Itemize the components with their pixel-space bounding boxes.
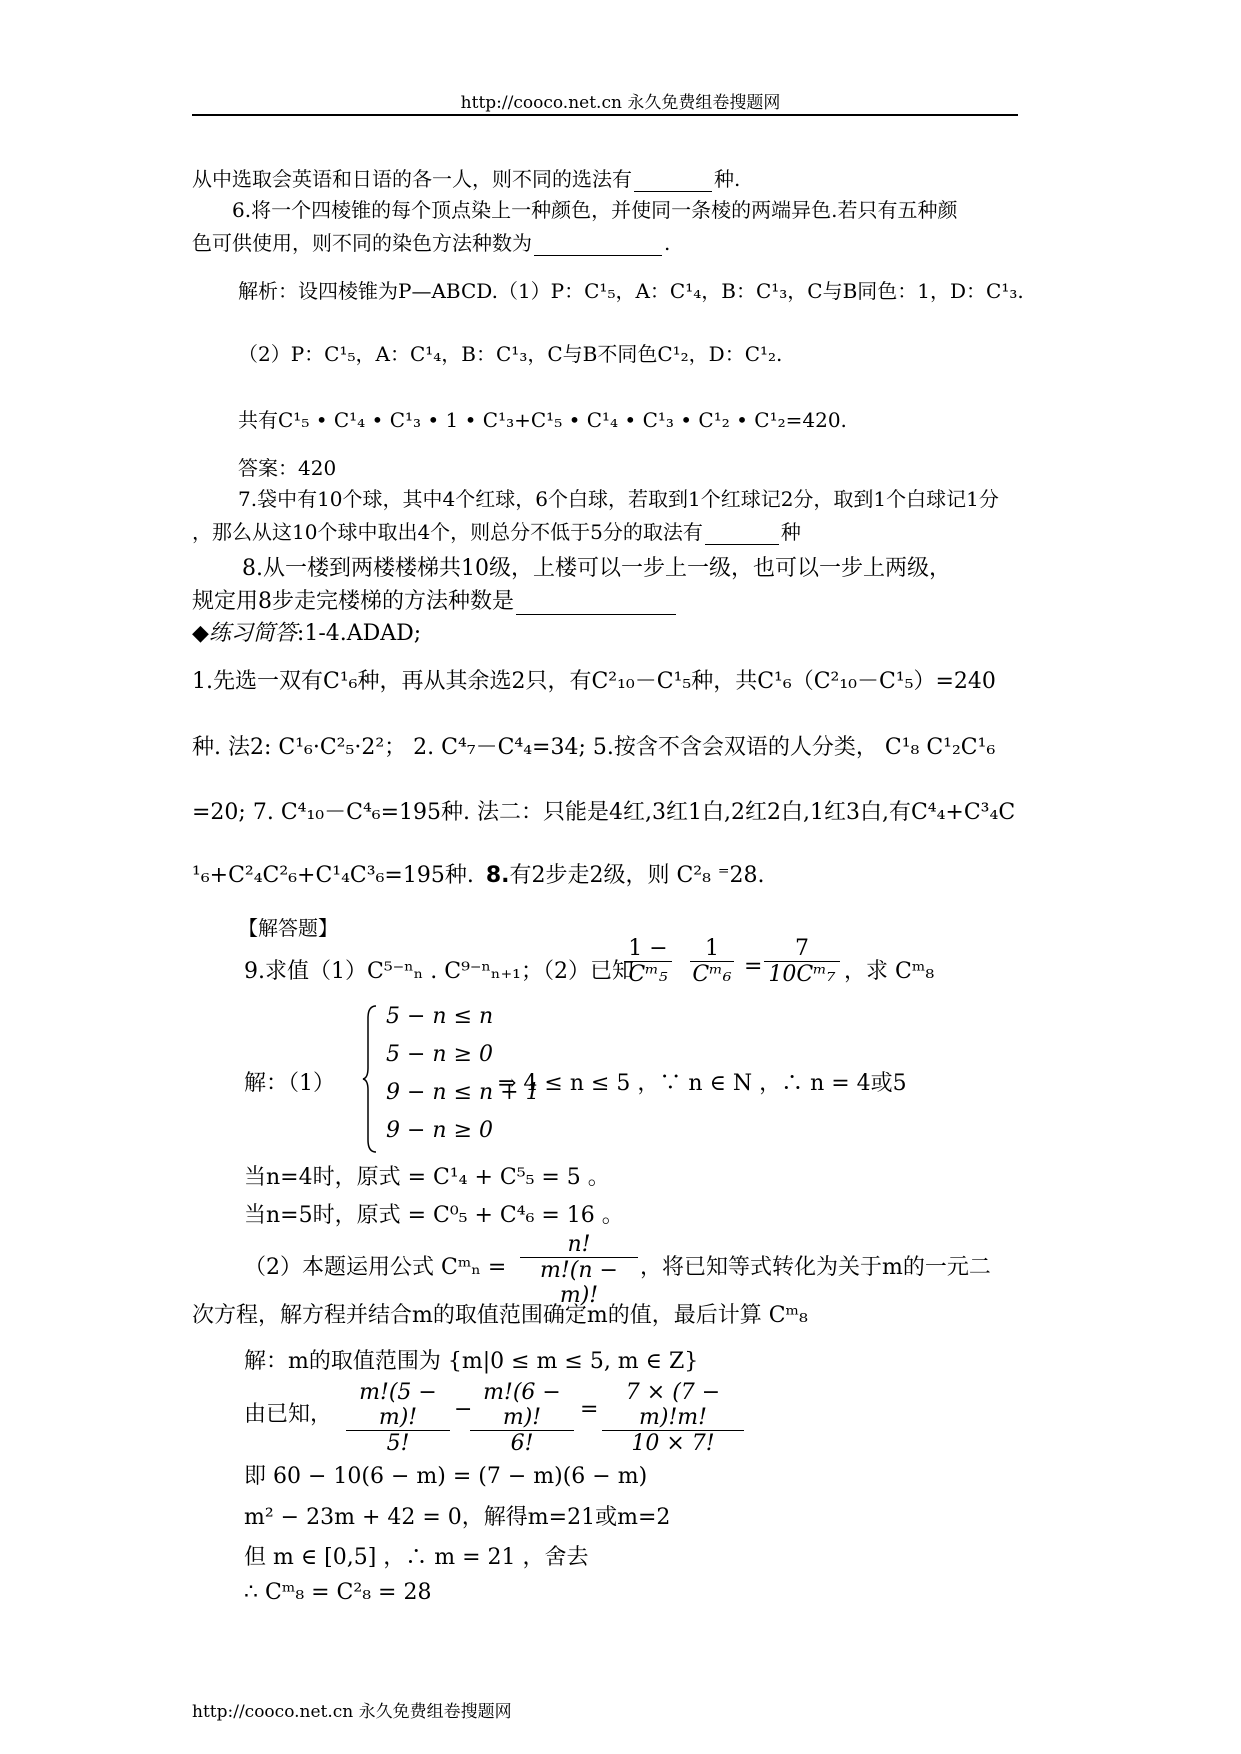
problem-8-cont-text: 规定用8步走完楼梯的方法种数是	[192, 589, 514, 614]
answer-blank-7	[705, 520, 779, 545]
solution-1-label: 解：（1）	[244, 1071, 335, 1096]
fraction-1-num: 1 −	[628, 936, 668, 961]
formula-fraction	[520, 1232, 638, 1308]
system-result: ⇒ 4 ≤ n ≤ 5 ，∵ n ∈ N ，∴ n = 4或5	[498, 1071, 907, 1096]
system-brace	[362, 1004, 378, 1154]
fraction-1-den: Cᵐ₅	[624, 961, 672, 987]
equation-step-1: 即 60 − 10(6 − m) = (7 − m)(6 − m)	[244, 1464, 648, 1489]
fraction-7	[602, 1380, 744, 1456]
fraction-6-den: 6!	[470, 1430, 574, 1456]
analysis-line-1: 解析：设四棱锥为P—ABCD.（1）P：C¹₅，A：C¹₄，B：C¹₃，C与B同色：1，D：C¹₃.	[238, 279, 1024, 303]
m-range: 解：m的取值范围为 {m|0 ≤ m ≤ 5, m ∈ Z}	[244, 1349, 699, 1374]
line-1-text: 从中选取会英语和日语的各一人，则不同的选法有	[192, 167, 632, 191]
fraction-1	[624, 936, 672, 987]
formula-num: n!	[567, 1232, 591, 1257]
practice-line-4	[192, 858, 765, 889]
system-row-2: 5 − n ≥ 0	[386, 1042, 494, 1067]
fraction-2	[690, 936, 734, 987]
fraction-5-num: m!(5 − m)!	[359, 1380, 437, 1430]
fraction-7-num: 7 × (7 − m)!m!	[625, 1380, 721, 1430]
fraction-3	[764, 936, 840, 987]
minus-sign: −	[454, 1397, 473, 1422]
problem-6-cont	[192, 227, 670, 256]
case-n5: 当n=5时，原式 = C⁰₅ + C⁴₆ = 16 。	[244, 1203, 624, 1228]
system-row-3: 9 − n ≤ n + 1	[386, 1080, 540, 1105]
problem-9: 9.求值（1）C⁵⁻ⁿₙ . C⁹⁻ⁿₙ₊₁；（2）已知	[244, 959, 634, 984]
fraction-6	[470, 1380, 574, 1456]
practice-answers-mc: :1-4.ADAD;	[296, 621, 422, 646]
problem-7: 7.袋中有10个球，其中4个红球，6个白球，若取到1个红球记2分，取到1个白球记1分	[238, 487, 999, 511]
answer-blank-1	[634, 167, 712, 192]
header-rule	[192, 114, 1018, 116]
equation-step-3: 但 m ∈ [0,5] ，∴ m = 21 ，舍去	[244, 1545, 589, 1570]
practice-line-4-text: ¹₆+C²₄C²₆+C¹₄C³₆=195种.	[192, 863, 474, 888]
answer-blank-6	[534, 231, 662, 256]
problem-7-cont	[192, 516, 801, 545]
line-1	[192, 163, 740, 192]
practice-line-3: =20; 7. C⁴₁₀－C⁴₆=195种. 法二：只能是4红,3红1白,2红2白,1红3白,有C⁴₄+C³₄C	[192, 800, 1016, 825]
practice-line-1: 1.先选一双有C¹₆种，再从其余选2只，有C²₁₀－C¹₅种，共C¹₆（C²₁₀－C¹₅）=240	[192, 669, 996, 694]
problem-7-suffix: 种	[780, 520, 801, 544]
practice-answers	[192, 616, 421, 647]
system-row-1: 5 − n ≤ n	[386, 1004, 494, 1029]
fraction-3-den: 10Cᵐ₇	[764, 961, 840, 987]
answer-line: 答案：420	[238, 456, 337, 480]
formula-den: m!(n − m)!	[520, 1257, 638, 1308]
given-label: 由已知，	[244, 1402, 333, 1427]
fraction-2-num: 1	[705, 936, 719, 961]
part-2-cont: 次方程，解方程并结合m的取值范围确定m的值，最后计算 Cᵐ₈	[192, 1303, 808, 1328]
analysis-total: 共有C¹₅ • C¹₄ • C¹₃ • 1 • C¹₃+C¹₅ • C¹₄ • C¹₃ • C¹₂ • C¹₂=420.	[238, 408, 847, 432]
problem-8: 8.从一楼到两楼楼梯共10级，上楼可以一步上一级，也可以一步上两级，	[242, 556, 951, 581]
part-2-intro: （2）本题运用公式 Cᵐₙ =	[244, 1255, 507, 1280]
line-1-suffix: 种.	[714, 167, 741, 191]
practice-line-2: 种. 法2: C¹₆·C²₅·2²； 2. C⁴₇－C⁴₄=34; 5.按含不含会双语的人分类， C¹₈ C¹₂C¹₆	[192, 735, 996, 760]
equals-sign: =	[580, 1397, 599, 1422]
page-footer: http://cooco.net.cn 永久免费组卷搜题网	[192, 1702, 512, 1722]
section-title: 【解答题】	[238, 916, 338, 940]
practice-answers-title: ◆练习简答	[192, 621, 297, 646]
fraction-2-den: Cᵐ₆	[690, 961, 734, 987]
answer-blank-8	[516, 589, 676, 615]
problem-6-period: .	[664, 231, 671, 255]
part-2-intro-tail: ，将已知等式转化为关于m的一元二	[640, 1255, 991, 1280]
case-n4: 当n=4时，原式 = C¹₄ + C⁵₅ = 5 。	[244, 1165, 610, 1190]
fraction-equals: =	[744, 954, 763, 979]
fraction-5-den: 5!	[346, 1430, 450, 1456]
page-header: http://cooco.net.cn 永久免费组卷搜题网	[460, 93, 781, 113]
analysis-line-2: （2）P：C¹₅，A：C¹₄，B：C¹₃，C与B不同色C¹₂，D：C¹₂.	[238, 342, 783, 366]
problem-6: 6.将一个四棱锥的每个顶点染上一种颜色，并使同一条棱的两端异色.若只有五种颜	[232, 198, 958, 222]
problem-6-cont-text: 色可供使用，则不同的染色方法种数为	[192, 231, 532, 255]
problem-9-tail: ，求 Cᵐ₈	[844, 959, 935, 984]
equation-step-2: m² − 23m + 42 = 0，解得m=21或m=2	[244, 1505, 671, 1530]
practice-8-text: 有2步走2级，则 C²₈ ⁼28.	[509, 863, 765, 888]
problem-7-cont-text: ，那么从这10个球中取出4个，则总分不低于5分的取法有	[192, 520, 703, 544]
fraction-5	[346, 1380, 450, 1456]
final-answer: ∴ Cᵐ₈ = C²₈ = 28	[244, 1580, 432, 1605]
system-row-4: 9 − n ≥ 0	[386, 1118, 494, 1143]
practice-8-label: 8.	[485, 863, 510, 888]
fraction-6-num: m!(6 − m)!	[483, 1380, 561, 1430]
fraction-3-num: 7	[795, 936, 809, 961]
problem-8-cont	[192, 584, 678, 615]
fraction-7-den: 10 × 7!	[602, 1430, 744, 1456]
